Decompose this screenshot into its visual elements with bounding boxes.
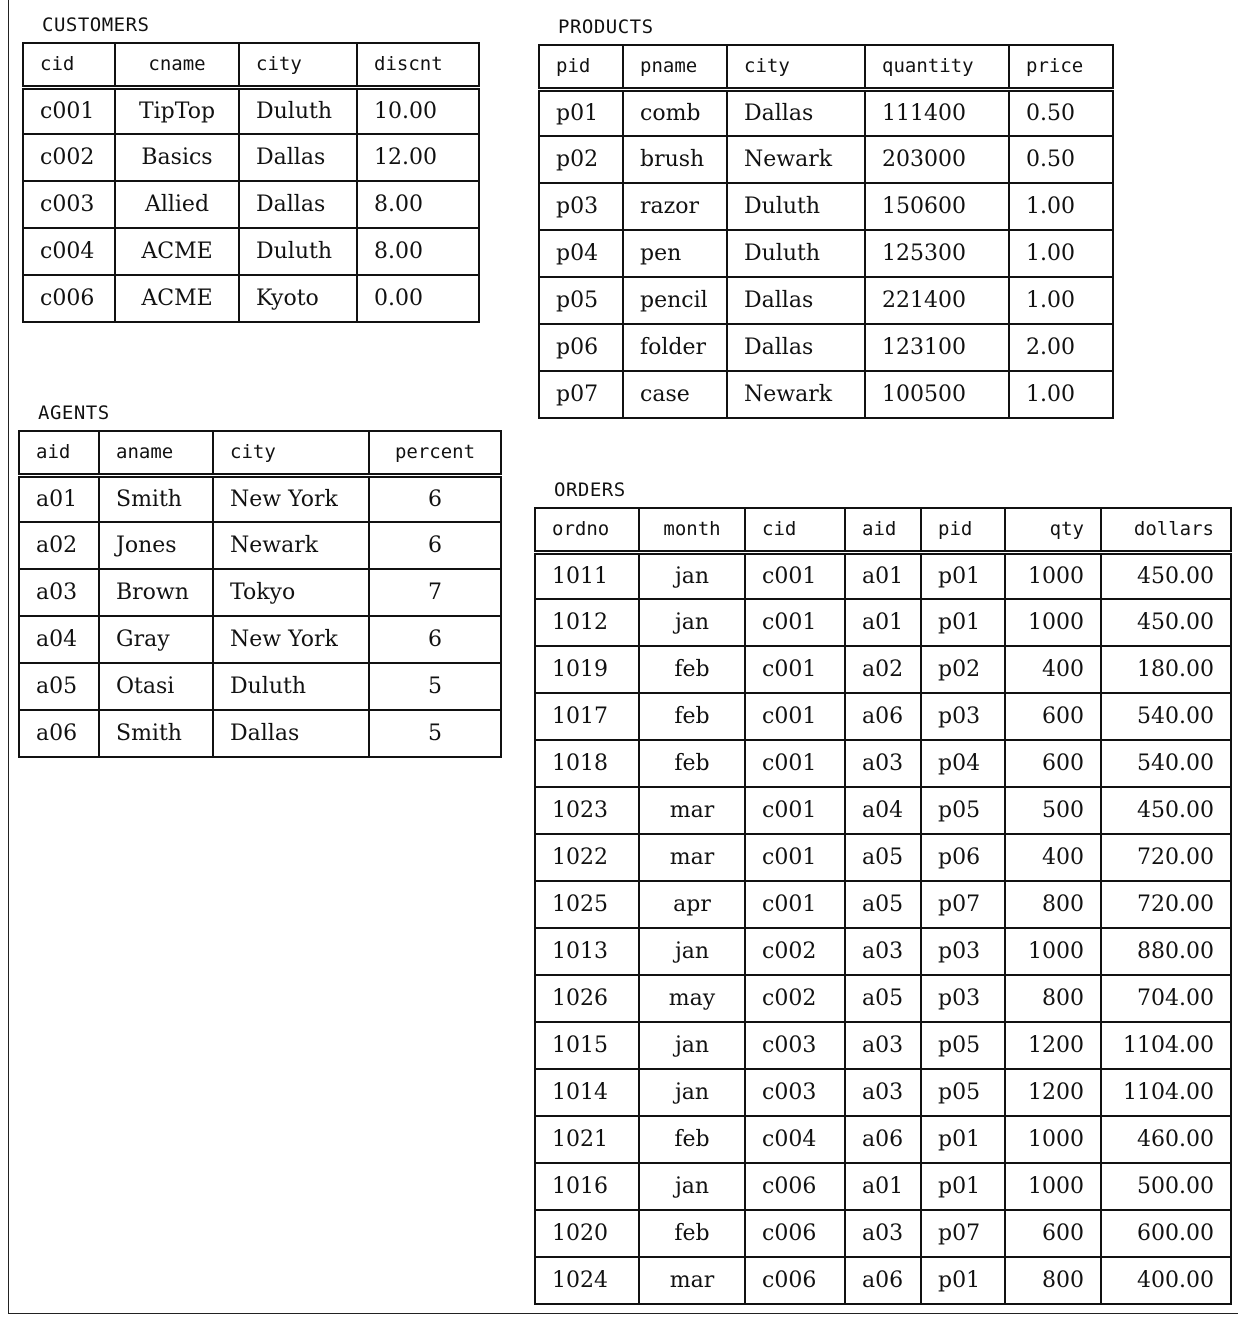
agents-table-row (19, 522, 501, 569)
products-cell-pid: p02 (539, 136, 623, 183)
orders-cell-aid: a06 (845, 1116, 921, 1163)
customers-cell-cname: Allied (115, 181, 239, 228)
orders-cell-pid: p05 (921, 787, 1005, 834)
customers-cell-discnt: 0.00 (357, 275, 479, 322)
products-table-block (538, 16, 1114, 419)
orders-cell-month: feb (639, 693, 745, 740)
agents-cell-percent: 6 (369, 522, 501, 569)
orders-cell-month: feb (639, 1116, 745, 1163)
customers-header-row (23, 43, 479, 87)
orders-cell-pid: p01 (921, 1257, 1005, 1304)
orders-cell-month: mar (639, 834, 745, 881)
products-cell-pid: p07 (539, 371, 623, 418)
orders-cell-month: jan (639, 552, 745, 599)
customers-column-header-cid: cid (23, 43, 115, 87)
orders-table-row (535, 1116, 1231, 1163)
products-column-header-quantity: quantity (865, 45, 1009, 89)
products-column-header-pid: pid (539, 45, 623, 89)
orders-cell-pid: p06 (921, 834, 1005, 881)
customers-cell-cid: c001 (23, 87, 115, 134)
customers-table (22, 42, 480, 323)
orders-title: ORDERS (554, 479, 626, 501)
orders-cell-pid: p07 (921, 1210, 1005, 1257)
orders-table-row (535, 646, 1231, 693)
agents-table-row (19, 710, 501, 757)
orders-column-header-pid: pid (921, 508, 1005, 552)
orders-cell-qty: 1200 (1005, 1022, 1101, 1069)
orders-cell-pid: p01 (921, 1116, 1005, 1163)
orders-cell-qty: 800 (1005, 881, 1101, 928)
agents-cell-aname: Otasi (99, 663, 213, 710)
orders-cell-dollars: 400.00 (1101, 1257, 1231, 1304)
orders-cell-month: apr (639, 881, 745, 928)
orders-table-row (535, 928, 1231, 975)
products-table-row (539, 136, 1113, 183)
agents-cell-city: New York (213, 616, 369, 663)
orders-cell-qty: 1000 (1005, 1116, 1101, 1163)
orders-cell-aid: a03 (845, 1069, 921, 1116)
orders-cell-pid: p05 (921, 1069, 1005, 1116)
customers-column-header-cname: cname (115, 43, 239, 87)
customers-cell-cname: Basics (115, 134, 239, 181)
orders-cell-qty: 600 (1005, 1210, 1101, 1257)
orders-cell-ordno: 1011 (535, 552, 639, 599)
products-table-row (539, 230, 1113, 277)
orders-cell-ordno: 1013 (535, 928, 639, 975)
orders-cell-ordno: 1017 (535, 693, 639, 740)
customers-cell-cid: c002 (23, 134, 115, 181)
products-cell-pname: case (623, 371, 727, 418)
orders-cell-month: jan (639, 599, 745, 646)
products-cell-quantity: 221400 (865, 277, 1009, 324)
orders-table-row (535, 1022, 1231, 1069)
orders-cell-month: feb (639, 740, 745, 787)
customers-title: CUSTOMERS (42, 14, 150, 36)
orders-cell-aid: a01 (845, 1163, 921, 1210)
orders-cell-ordno: 1024 (535, 1257, 639, 1304)
agents-cell-aid: a02 (19, 522, 99, 569)
orders-cell-dollars: 450.00 (1101, 599, 1231, 646)
products-cell-city: Dallas (727, 89, 865, 136)
orders-cell-qty: 500 (1005, 787, 1101, 834)
products-cell-pname: razor (623, 183, 727, 230)
customers-cell-discnt: 8.00 (357, 181, 479, 228)
orders-cell-qty: 800 (1005, 1257, 1101, 1304)
orders-table-row (535, 881, 1231, 928)
orders-table (534, 507, 1232, 1305)
agents-cell-aid: a03 (19, 569, 99, 616)
orders-table-row (535, 740, 1231, 787)
products-table-row (539, 89, 1113, 136)
products-cell-price: 2.00 (1009, 324, 1113, 371)
orders-column-header-qty: qty (1005, 508, 1101, 552)
orders-cell-qty: 400 (1005, 834, 1101, 881)
orders-cell-qty: 400 (1005, 646, 1101, 693)
products-cell-quantity: 123100 (865, 324, 1009, 371)
orders-cell-dollars: 460.00 (1101, 1116, 1231, 1163)
orders-cell-aid: a05 (845, 881, 921, 928)
customers-cell-discnt: 12.00 (357, 134, 479, 181)
orders-cell-cid: c004 (745, 1116, 845, 1163)
customers-cell-discnt: 8.00 (357, 228, 479, 275)
orders-cell-qty: 600 (1005, 693, 1101, 740)
orders-cell-ordno: 1025 (535, 881, 639, 928)
orders-header-row (535, 508, 1231, 552)
orders-cell-month: mar (639, 787, 745, 834)
orders-cell-aid: a03 (845, 928, 921, 975)
orders-table-row (535, 1163, 1231, 1210)
agents-cell-aname: Smith (99, 475, 213, 522)
agents-column-header-percent: percent (369, 431, 501, 475)
products-table-row (539, 324, 1113, 371)
products-cell-pid: p06 (539, 324, 623, 371)
orders-cell-cid: c001 (745, 552, 845, 599)
orders-cell-ordno: 1012 (535, 599, 639, 646)
customers-cell-city: Kyoto (239, 275, 357, 322)
orders-cell-dollars: 450.00 (1101, 787, 1231, 834)
orders-cell-ordno: 1023 (535, 787, 639, 834)
agents-cell-aid: a06 (19, 710, 99, 757)
orders-cell-cid: c001 (745, 599, 845, 646)
agents-cell-percent: 5 (369, 663, 501, 710)
orders-column-header-month: month (639, 508, 745, 552)
agents-table-row (19, 475, 501, 522)
orders-cell-pid: p01 (921, 552, 1005, 599)
orders-cell-ordno: 1026 (535, 975, 639, 1022)
customers-table-row (23, 275, 479, 322)
orders-cell-cid: c001 (745, 693, 845, 740)
products-cell-pname: folder (623, 324, 727, 371)
orders-cell-dollars: 720.00 (1101, 881, 1231, 928)
products-column-header-price: price (1009, 45, 1113, 89)
orders-cell-aid: a03 (845, 740, 921, 787)
products-cell-quantity: 125300 (865, 230, 1009, 277)
products-title: PRODUCTS (558, 16, 654, 38)
orders-table-row (535, 693, 1231, 740)
agents-cell-aname: Smith (99, 710, 213, 757)
orders-cell-cid: c001 (745, 834, 845, 881)
orders-cell-pid: p07 (921, 881, 1005, 928)
orders-column-header-ordno: ordno (535, 508, 639, 552)
orders-cell-aid: a05 (845, 975, 921, 1022)
customers-table-row (23, 181, 479, 228)
orders-table-block (534, 479, 1232, 1305)
products-cell-quantity: 203000 (865, 136, 1009, 183)
products-cell-price: 1.00 (1009, 371, 1113, 418)
agents-cell-percent: 5 (369, 710, 501, 757)
agents-cell-aid: a04 (19, 616, 99, 663)
customers-cell-cid: c004 (23, 228, 115, 275)
products-cell-city: Dallas (727, 277, 865, 324)
products-table-row (539, 371, 1113, 418)
products-column-header-city: city (727, 45, 865, 89)
orders-cell-qty: 1000 (1005, 1163, 1101, 1210)
orders-table-row (535, 834, 1231, 881)
products-cell-pid: p01 (539, 89, 623, 136)
orders-cell-month: jan (639, 1022, 745, 1069)
products-cell-price: 1.00 (1009, 230, 1113, 277)
orders-cell-pid: p04 (921, 740, 1005, 787)
products-table-row (539, 183, 1113, 230)
orders-cell-aid: a03 (845, 1022, 921, 1069)
orders-cell-dollars: 450.00 (1101, 552, 1231, 599)
products-table (538, 44, 1114, 419)
orders-cell-month: jan (639, 928, 745, 975)
orders-cell-month: mar (639, 1257, 745, 1304)
orders-cell-cid: c006 (745, 1163, 845, 1210)
orders-cell-cid: c006 (745, 1257, 845, 1304)
agents-cell-city: Newark (213, 522, 369, 569)
customers-cell-cname: ACME (115, 275, 239, 322)
orders-cell-dollars: 1104.00 (1101, 1069, 1231, 1116)
products-cell-quantity: 100500 (865, 371, 1009, 418)
customers-table-row (23, 134, 479, 181)
orders-cell-aid: a04 (845, 787, 921, 834)
orders-cell-cid: c003 (745, 1022, 845, 1069)
products-cell-price: 1.00 (1009, 277, 1113, 324)
customers-cell-city: Dallas (239, 134, 357, 181)
customers-cell-cid: c006 (23, 275, 115, 322)
products-cell-price: 0.50 (1009, 136, 1113, 183)
orders-cell-ordno: 1020 (535, 1210, 639, 1257)
orders-table-row (535, 975, 1231, 1022)
customers-cell-city: Duluth (239, 87, 357, 134)
orders-cell-month: may (639, 975, 745, 1022)
products-cell-city: Newark (727, 371, 865, 418)
customers-cell-city: Dallas (239, 181, 357, 228)
products-cell-pid: p03 (539, 183, 623, 230)
orders-cell-aid: a02 (845, 646, 921, 693)
orders-cell-ordno: 1018 (535, 740, 639, 787)
agents-cell-aname: Brown (99, 569, 213, 616)
customers-cell-cid: c003 (23, 181, 115, 228)
agents-cell-aname: Gray (99, 616, 213, 663)
customers-table-block (22, 14, 480, 323)
orders-cell-dollars: 540.00 (1101, 693, 1231, 740)
orders-cell-dollars: 500.00 (1101, 1163, 1231, 1210)
orders-table-row (535, 787, 1231, 834)
orders-cell-dollars: 1104.00 (1101, 1022, 1231, 1069)
products-cell-pname: comb (623, 89, 727, 136)
orders-cell-pid: p01 (921, 599, 1005, 646)
orders-column-header-dollars: dollars (1101, 508, 1231, 552)
customers-column-header-city: city (239, 43, 357, 87)
orders-cell-pid: p03 (921, 975, 1005, 1022)
agents-cell-city: Tokyo (213, 569, 369, 616)
customers-cell-cname: TipTop (115, 87, 239, 134)
orders-cell-qty: 1200 (1005, 1069, 1101, 1116)
agents-cell-percent: 7 (369, 569, 501, 616)
orders-cell-ordno: 1022 (535, 834, 639, 881)
agents-table-row (19, 616, 501, 663)
orders-table-row (535, 599, 1231, 646)
products-cell-price: 0.50 (1009, 89, 1113, 136)
orders-cell-pid: p02 (921, 646, 1005, 693)
products-cell-pid: p04 (539, 230, 623, 277)
customers-column-header-discnt: discnt (357, 43, 479, 87)
orders-cell-pid: p01 (921, 1163, 1005, 1210)
agents-column-header-aname: aname (99, 431, 213, 475)
products-cell-quantity: 150600 (865, 183, 1009, 230)
agents-cell-percent: 6 (369, 616, 501, 663)
agents-table-row (19, 569, 501, 616)
products-cell-quantity: 111400 (865, 89, 1009, 136)
orders-table-row (535, 1210, 1231, 1257)
agents-cell-city: New York (213, 475, 369, 522)
orders-cell-qty: 800 (1005, 975, 1101, 1022)
products-cell-price: 1.00 (1009, 183, 1113, 230)
orders-cell-cid: c001 (745, 740, 845, 787)
orders-cell-cid: c006 (745, 1210, 845, 1257)
customers-cell-discnt: 10.00 (357, 87, 479, 134)
orders-cell-aid: a06 (845, 693, 921, 740)
products-cell-city: Duluth (727, 183, 865, 230)
products-cell-pname: pen (623, 230, 727, 277)
agents-cell-aid: a05 (19, 663, 99, 710)
orders-cell-dollars: 180.00 (1101, 646, 1231, 693)
agents-cell-aname: Jones (99, 522, 213, 569)
orders-cell-month: jan (639, 1069, 745, 1116)
products-cell-city: Dallas (727, 324, 865, 371)
orders-cell-pid: p05 (921, 1022, 1005, 1069)
orders-cell-dollars: 540.00 (1101, 740, 1231, 787)
products-cell-city: Newark (727, 136, 865, 183)
customers-cell-city: Duluth (239, 228, 357, 275)
orders-cell-dollars: 720.00 (1101, 834, 1231, 881)
orders-cell-dollars: 880.00 (1101, 928, 1231, 975)
orders-cell-ordno: 1019 (535, 646, 639, 693)
orders-cell-aid: a05 (845, 834, 921, 881)
orders-cell-dollars: 704.00 (1101, 975, 1231, 1022)
products-cell-pname: pencil (623, 277, 727, 324)
agents-table-block (18, 402, 502, 758)
orders-cell-cid: c003 (745, 1069, 845, 1116)
orders-cell-cid: c002 (745, 928, 845, 975)
agents-cell-percent: 6 (369, 475, 501, 522)
orders-cell-qty: 1000 (1005, 599, 1101, 646)
orders-cell-month: feb (639, 646, 745, 693)
orders-cell-month: feb (639, 1210, 745, 1257)
agents-column-header-aid: aid (19, 431, 99, 475)
agents-header-row (19, 431, 501, 475)
products-cell-city: Duluth (727, 230, 865, 277)
products-column-header-pname: pname (623, 45, 727, 89)
orders-cell-cid: c001 (745, 881, 845, 928)
orders-cell-ordno: 1014 (535, 1069, 639, 1116)
orders-column-header-aid: aid (845, 508, 921, 552)
customers-table-row (23, 87, 479, 134)
orders-cell-aid: a01 (845, 552, 921, 599)
products-table-row (539, 277, 1113, 324)
agents-table (18, 430, 502, 758)
agents-title: AGENTS (38, 402, 110, 424)
orders-cell-aid: a06 (845, 1257, 921, 1304)
products-cell-pname: brush (623, 136, 727, 183)
orders-cell-qty: 1000 (1005, 928, 1101, 975)
orders-cell-cid: c001 (745, 646, 845, 693)
agents-column-header-city: city (213, 431, 369, 475)
orders-cell-aid: a01 (845, 599, 921, 646)
orders-cell-dollars: 600.00 (1101, 1210, 1231, 1257)
products-cell-pid: p05 (539, 277, 623, 324)
orders-cell-month: jan (639, 1163, 745, 1210)
orders-cell-qty: 600 (1005, 740, 1101, 787)
orders-cell-pid: p03 (921, 928, 1005, 975)
orders-cell-ordno: 1016 (535, 1163, 639, 1210)
orders-cell-aid: a03 (845, 1210, 921, 1257)
agents-cell-city: Duluth (213, 663, 369, 710)
products-header-row (539, 45, 1113, 89)
orders-table-row (535, 1257, 1231, 1304)
customers-cell-cname: ACME (115, 228, 239, 275)
orders-cell-cid: c001 (745, 787, 845, 834)
orders-table-row (535, 552, 1231, 599)
agents-table-row (19, 663, 501, 710)
orders-cell-ordno: 1015 (535, 1022, 639, 1069)
orders-cell-pid: p03 (921, 693, 1005, 740)
agents-cell-aid: a01 (19, 475, 99, 522)
orders-table-row (535, 1069, 1231, 1116)
orders-column-header-cid: cid (745, 508, 845, 552)
customers-table-row (23, 228, 479, 275)
orders-cell-qty: 1000 (1005, 552, 1101, 599)
orders-cell-ordno: 1021 (535, 1116, 639, 1163)
orders-cell-cid: c002 (745, 975, 845, 1022)
agents-cell-city: Dallas (213, 710, 369, 757)
